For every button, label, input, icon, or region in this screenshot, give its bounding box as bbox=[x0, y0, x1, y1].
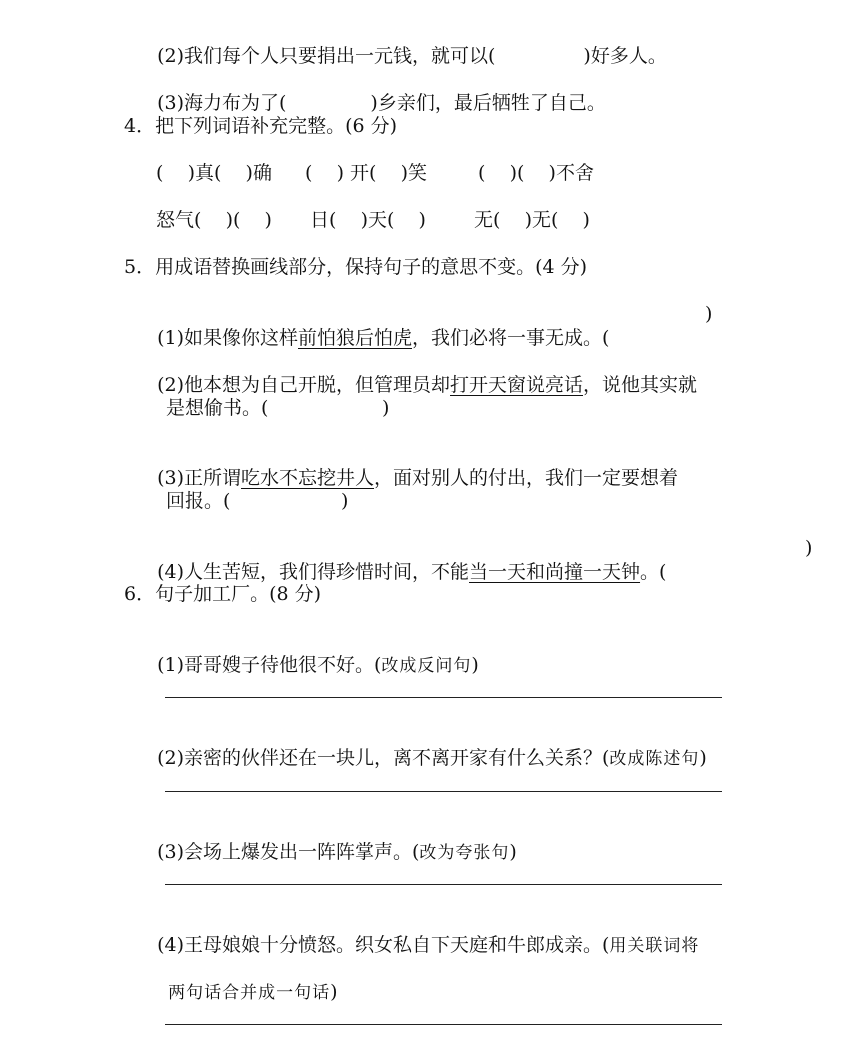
q5-item2-post: ，说他其实就 bbox=[583, 374, 698, 396]
q6-item3-hint: 改为夸张句 bbox=[419, 843, 510, 863]
q4-word-2[interactable]: ( ) 开( )笑 bbox=[305, 162, 428, 184]
q6-item4-text: (4)王母娘娘十分愤怒。织女私自下天庭和牛郎成亲。( bbox=[157, 934, 610, 956]
q3-item3 bbox=[145, 67, 606, 115]
q6-item4-answer-line[interactable] bbox=[165, 1024, 722, 1025]
q5-item3-underlined: 吃水不忘挖井人 bbox=[241, 467, 375, 489]
q4-word-6[interactable]: 无( )无( ) bbox=[474, 209, 590, 231]
q5-item2-pre: (2)他本想为自己开脱，但管理员却 bbox=[157, 374, 451, 396]
q5-item2-line2: 是想偷书。( bbox=[166, 397, 269, 419]
q6-item4-close: ) bbox=[330, 981, 338, 1003]
q5-item3-post: ，面对别人的付出，我们一定要想着 bbox=[374, 467, 679, 489]
q6-item1-text: (1)哥哥嫂子待他很不好。( bbox=[157, 654, 382, 676]
q6-item2-close: ) bbox=[699, 747, 707, 769]
q5-item1-underlined: 前怕狼后怕虎 bbox=[298, 327, 413, 349]
q6-item1-hint: 改成反问句 bbox=[381, 656, 472, 676]
q6-item2-answer-line[interactable] bbox=[165, 791, 722, 792]
q4-word-3[interactable]: ( )( )不舍 bbox=[478, 162, 594, 184]
q3-item3-text: (3)海力布为了( bbox=[157, 92, 287, 114]
q6-item3 bbox=[145, 816, 517, 865]
q6-item4-line2 bbox=[156, 956, 338, 1005]
q6-item4-hint: 用关联词将 bbox=[609, 936, 700, 956]
q3-item2-text-end: )好多人。 bbox=[583, 45, 667, 67]
q5-item2-underlined: 打开天窗说亮话 bbox=[450, 374, 584, 396]
q6-item4 bbox=[145, 909, 699, 958]
q5-item4-underlined: 当一天和尚撞一天钟 bbox=[469, 561, 641, 583]
q5-item4 bbox=[145, 536, 666, 584]
q5-item1-close[interactable]: ) bbox=[705, 303, 713, 325]
q5-item4-pre: (4)人生苦短，我们得珍惜时间，不能 bbox=[157, 561, 470, 583]
q4-word-1[interactable]: ( )真( )确 bbox=[156, 162, 272, 184]
q6-item3-close: ) bbox=[509, 841, 517, 863]
q6-item1-answer-line[interactable] bbox=[165, 697, 722, 698]
q3-item2 bbox=[145, 20, 667, 68]
q5-item1 bbox=[145, 302, 609, 350]
q5-item2-close[interactable]: ) bbox=[382, 397, 390, 419]
q5-item1-post: ，我们必将一事无成。( bbox=[412, 327, 610, 349]
q5-item2 bbox=[145, 349, 697, 397]
q4-title: 4．把下列词语补充完整。(6 分) bbox=[124, 115, 398, 137]
q3-item3-text-end: )乡亲们，最后牺牲了自己。 bbox=[370, 92, 606, 114]
q6-item2-hint: 改成陈述句 bbox=[609, 749, 700, 769]
q6-item2-text: (2)亲密的伙伴还在一块儿，离不离开家有什么关系？( bbox=[157, 747, 610, 769]
q5-item3-line2: 回报。( bbox=[166, 490, 231, 512]
q5-item3 bbox=[145, 442, 678, 490]
q5-title: 5．用成语替换画线部分，保持句子的意思不变。(4 分) bbox=[124, 256, 588, 278]
q6-item1-close: ) bbox=[471, 654, 479, 676]
q6-item1 bbox=[145, 629, 479, 678]
q5-item1-pre: (1)如果像你这样 bbox=[157, 327, 299, 349]
q4-word-5[interactable]: 日( )天( ) bbox=[310, 209, 426, 231]
q5-item3-pre: (3)正所谓 bbox=[157, 467, 242, 489]
q5-item4-close[interactable]: ) bbox=[805, 537, 813, 559]
q6-item2 bbox=[145, 722, 707, 771]
q5-item4-post: 。( bbox=[640, 561, 667, 583]
q4-word-4[interactable]: 怒气( )( ) bbox=[156, 209, 272, 231]
q6-item3-answer-line[interactable] bbox=[165, 884, 722, 885]
q6-item3-text: (3)会场上爆发出一阵阵掌声。( bbox=[157, 841, 420, 863]
q3-item2-text: (2)我们每个人只要捐出一元钱，就可以( bbox=[157, 45, 496, 67]
q6-title: 6．句子加工厂。(8 分) bbox=[124, 583, 322, 605]
q6-item4-hint-line2: 两句话合并成一句话 bbox=[168, 983, 331, 1003]
q5-item3-close[interactable]: ) bbox=[341, 490, 349, 512]
